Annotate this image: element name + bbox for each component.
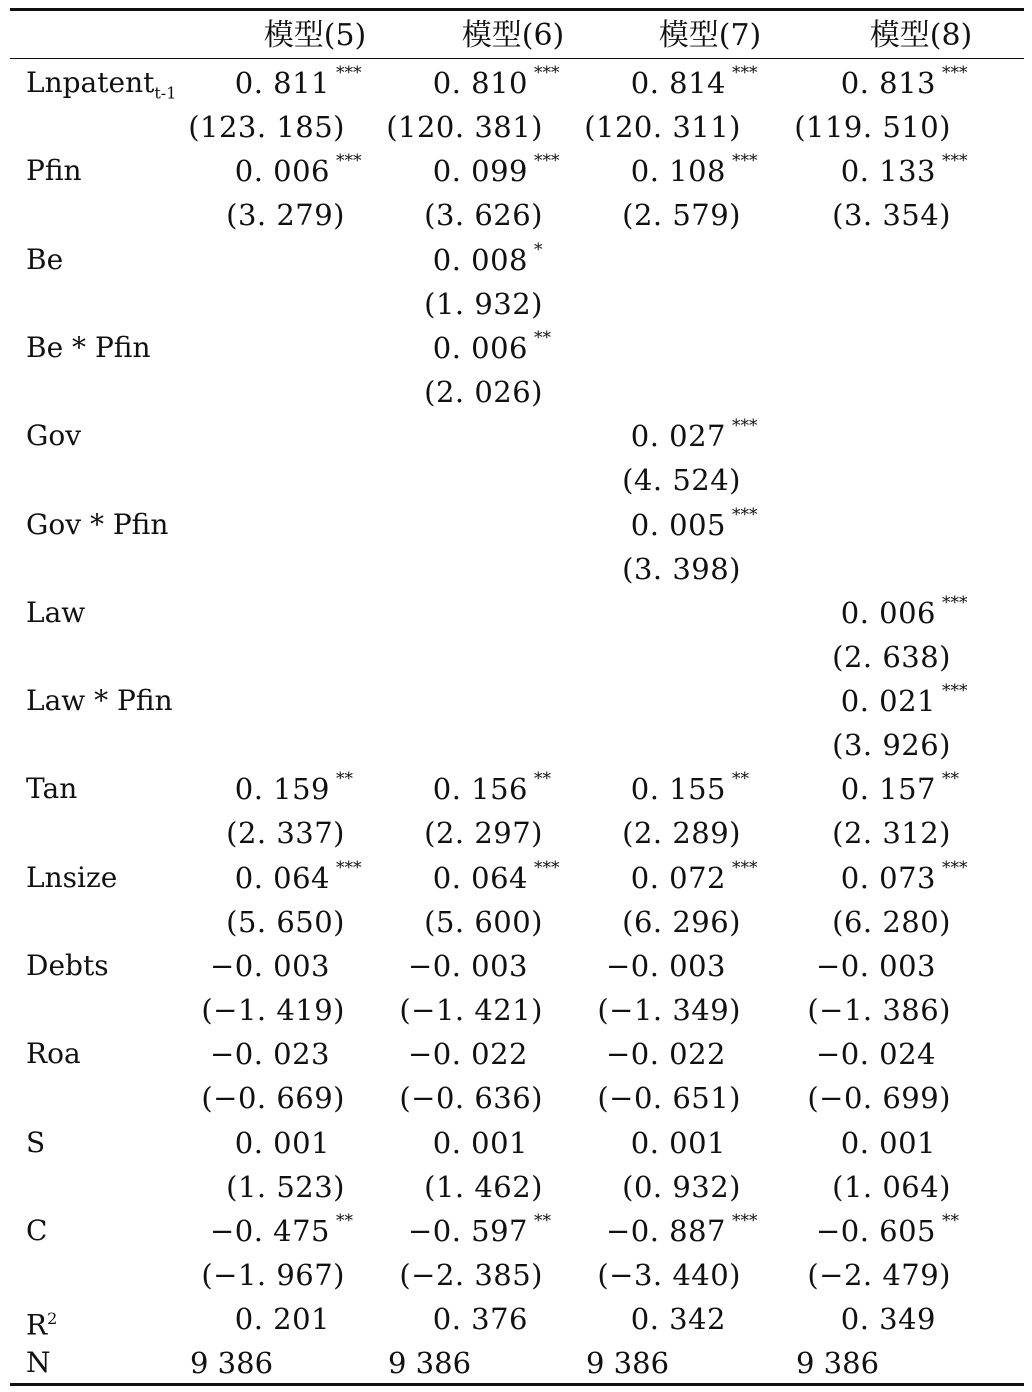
significance-stars: *** xyxy=(732,63,758,83)
cell-coefficient: 0. 157 xyxy=(840,772,936,807)
row-label xyxy=(26,767,77,811)
row-label xyxy=(26,1209,47,1253)
table-row xyxy=(10,1341,1024,1385)
cell-coefficient: 0. 006 xyxy=(840,595,936,630)
header-rule xyxy=(10,58,1024,59)
cell-t-statistic: (3. 398) xyxy=(622,551,741,586)
row-label-text: Pfin xyxy=(26,154,82,188)
cell-coefficient: −0. 605 xyxy=(815,1213,936,1248)
table-row xyxy=(10,414,1024,502)
row-label-text: Gov xyxy=(26,419,82,453)
cell-coefficient: −0. 003 xyxy=(209,949,330,983)
row-label-text: Lnpatent xyxy=(26,66,155,99)
cell-coefficient: 0. 133 xyxy=(840,154,936,189)
row-label-text: Lnsize xyxy=(26,860,118,894)
cell-t-statistic: (−2. 385) xyxy=(399,1257,543,1292)
cell-coefficient: 0. 001 xyxy=(432,1125,528,1160)
cell-coefficient: −0. 022 xyxy=(605,1037,726,1072)
row-label xyxy=(26,1121,45,1165)
row-label-text: Debts xyxy=(26,949,109,982)
row-label xyxy=(26,149,82,193)
significance-stars: * xyxy=(534,239,543,260)
significance-stars: *** xyxy=(732,857,758,878)
cell-coefficient: −0. 003 xyxy=(815,949,936,983)
row-label xyxy=(26,1032,81,1076)
row-label xyxy=(26,591,85,635)
cell-coefficient: 0. 811 xyxy=(234,66,330,100)
cell-coefficient: −0. 597 xyxy=(407,1213,528,1248)
row-label-text: Law xyxy=(26,595,86,629)
significance-stars: *** xyxy=(942,592,968,613)
cell-t-statistic: (120. 381) xyxy=(386,110,543,144)
row-label-text: N xyxy=(26,1346,51,1380)
cell-coefficient: 0. 072 xyxy=(630,860,726,895)
cell-t-statistic: (3. 354) xyxy=(832,198,951,233)
cell-coefficient: 0. 814 xyxy=(630,66,726,100)
row-label-text: Be xyxy=(26,242,64,276)
cell-coefficient: 0. 201 xyxy=(234,1302,330,1337)
cell-t-statistic: (4. 524) xyxy=(622,463,741,498)
cell-t-statistic: (6. 280) xyxy=(832,904,951,939)
significance-stars: ** xyxy=(336,1210,353,1231)
cell-t-statistic: (2. 289) xyxy=(622,816,741,851)
row-label-text: Be * Pfin xyxy=(26,330,151,364)
cell-coefficient: −0. 022 xyxy=(407,1037,528,1072)
cell-t-statistic: (−1. 349) xyxy=(597,993,741,1027)
cell-coefficient: 0. 064 xyxy=(432,860,528,895)
row-label-text: C xyxy=(26,1213,48,1247)
significance-stars: *** xyxy=(942,63,968,83)
cell-coefficient: −0. 024 xyxy=(815,1037,936,1072)
cell-t-statistic: (1. 064) xyxy=(832,1169,951,1204)
cell-coefficient: 0. 073 xyxy=(840,860,936,895)
cell-t-statistic: (0. 932) xyxy=(622,1169,741,1204)
table-row xyxy=(10,61,1024,149)
significance-stars: ** xyxy=(534,327,551,348)
regression-table xyxy=(10,8,1024,1386)
header-model-6: 模型(6) xyxy=(461,18,565,53)
table-row xyxy=(10,679,1024,767)
cell-value: 9 386 xyxy=(190,1346,274,1381)
cell-value: 9 386 xyxy=(388,1346,472,1381)
cell-coefficient: −0. 887 xyxy=(605,1213,726,1248)
significance-stars: *** xyxy=(732,504,758,525)
cell-t-statistic: (119. 510) xyxy=(794,110,951,144)
cell-coefficient: 0. 006 xyxy=(234,154,330,189)
cell-t-statistic: (2. 638) xyxy=(832,639,951,674)
significance-stars: ** xyxy=(534,769,551,790)
cell-t-statistic: (−3. 440) xyxy=(597,1257,741,1292)
significance-stars: ** xyxy=(732,769,749,790)
cell-coefficient: 0. 349 xyxy=(840,1302,936,1337)
cell-t-statistic: (120. 311) xyxy=(584,110,741,144)
cell-value: 9 386 xyxy=(586,1346,670,1381)
table-row xyxy=(10,1209,1024,1297)
cell-coefficient: 0. 001 xyxy=(840,1125,936,1160)
cell-coefficient: 0. 027 xyxy=(630,419,726,454)
row-label xyxy=(26,238,63,282)
table-row xyxy=(10,1297,1024,1341)
table-row xyxy=(10,591,1024,679)
row-label-text: S xyxy=(26,1125,46,1159)
cell-t-statistic: (1. 523) xyxy=(226,1169,345,1204)
row-label xyxy=(26,856,117,900)
cell-t-statistic: (−0. 669) xyxy=(201,1081,345,1116)
row-label-subscript: t-1 xyxy=(154,83,177,103)
cell-t-statistic: (2. 579) xyxy=(622,198,741,233)
cell-value: 9 386 xyxy=(796,1346,880,1381)
significance-stars: *** xyxy=(732,1210,758,1231)
significance-stars: *** xyxy=(732,416,758,437)
table-row xyxy=(10,1121,1024,1209)
row-label-text: Roa xyxy=(26,1037,81,1071)
cell-coefficient: −0. 475 xyxy=(209,1213,330,1248)
significance-stars: ** xyxy=(336,769,353,790)
table-row xyxy=(10,944,1024,1032)
cell-t-statistic: (−0. 699) xyxy=(807,1081,951,1116)
row-label-text: R xyxy=(26,1308,48,1342)
cell-coefficient: −0. 023 xyxy=(209,1037,330,1072)
table-row xyxy=(10,238,1024,326)
significance-stars: *** xyxy=(534,857,560,878)
significance-stars: ** xyxy=(534,1210,551,1231)
row-label xyxy=(26,1341,51,1385)
cell-t-statistic: (1. 932) xyxy=(424,286,543,321)
cell-coefficient: 0. 156 xyxy=(432,772,528,807)
row-label-text: Tan xyxy=(26,772,78,806)
header-model-5: 模型(5) xyxy=(263,18,367,53)
cell-t-statistic: (−1. 419) xyxy=(201,993,345,1027)
top-rule xyxy=(10,8,1024,11)
cell-t-statistic: (−1. 386) xyxy=(807,993,951,1027)
header-model-8: 模型(8) xyxy=(869,18,973,53)
row-label xyxy=(26,679,173,723)
cell-coefficient: 0. 376 xyxy=(432,1302,528,1337)
cell-coefficient: 0. 005 xyxy=(630,507,726,542)
row-label xyxy=(26,1297,57,1341)
cell-coefficient: 0. 099 xyxy=(432,154,528,189)
cell-coefficient: 0. 008 xyxy=(432,242,528,277)
cell-t-statistic: (5. 600) xyxy=(424,904,543,939)
cell-t-statistic: (−2. 479) xyxy=(807,1257,951,1292)
cell-t-statistic: (−0. 636) xyxy=(399,1081,543,1116)
row-label-superscript: 2 xyxy=(47,1309,58,1329)
cell-t-statistic: (2. 026) xyxy=(424,374,543,409)
table-row xyxy=(10,503,1024,591)
row-label xyxy=(26,944,109,988)
cell-coefficient: 0. 108 xyxy=(630,154,726,189)
cell-coefficient: 0. 813 xyxy=(840,66,936,100)
header-model-7: 模型(7) xyxy=(658,18,762,53)
significance-stars: *** xyxy=(534,151,560,172)
cell-coefficient: 0. 001 xyxy=(234,1125,330,1160)
cell-coefficient: −0. 003 xyxy=(605,949,726,983)
table-row xyxy=(10,1032,1024,1120)
significance-stars: *** xyxy=(942,857,968,878)
table-row xyxy=(10,149,1024,237)
significance-stars: *** xyxy=(336,857,362,878)
significance-stars: *** xyxy=(942,681,968,702)
cell-coefficient: 0. 155 xyxy=(630,772,726,807)
table-row xyxy=(10,767,1024,855)
significance-stars: *** xyxy=(336,151,362,172)
cell-coefficient: 0. 064 xyxy=(234,860,330,895)
cell-coefficient: 0. 001 xyxy=(630,1125,726,1160)
table-row xyxy=(10,326,1024,414)
significance-stars: *** xyxy=(732,151,758,172)
row-label-text: Gov * Pfin xyxy=(26,507,169,541)
cell-t-statistic: (3. 926) xyxy=(832,728,951,763)
cell-t-statistic: (2. 337) xyxy=(226,816,345,851)
cell-coefficient: 0. 021 xyxy=(840,684,936,719)
significance-stars: *** xyxy=(336,63,362,83)
row-label xyxy=(26,503,168,547)
cell-coefficient: 0. 006 xyxy=(432,330,528,365)
significance-stars: *** xyxy=(942,151,968,172)
cell-t-statistic: (2. 312) xyxy=(832,816,951,851)
significance-stars: ** xyxy=(942,1210,959,1231)
row-label-text: Law * Pfin xyxy=(26,684,173,718)
cell-t-statistic: (3. 626) xyxy=(424,198,543,233)
cell-t-statistic: (2. 297) xyxy=(424,816,543,851)
cell-t-statistic: (6. 296) xyxy=(622,904,741,939)
cell-coefficient: 0. 159 xyxy=(234,772,330,807)
cell-t-statistic: (−1. 421) xyxy=(399,993,543,1027)
cell-coefficient: 0. 342 xyxy=(630,1302,726,1337)
cell-t-statistic: (3. 279) xyxy=(226,198,345,233)
cell-coefficient: 0. 810 xyxy=(432,66,528,100)
row-label xyxy=(26,414,81,458)
table-row xyxy=(10,856,1024,944)
row-label xyxy=(26,326,151,370)
significance-stars: *** xyxy=(534,63,560,83)
cell-t-statistic: (123. 185) xyxy=(188,110,345,144)
cell-t-statistic: (1. 462) xyxy=(424,1169,543,1204)
cell-t-statistic: (−1. 967) xyxy=(201,1257,345,1292)
cell-coefficient: −0. 003 xyxy=(407,949,528,983)
cell-t-statistic: (−0. 651) xyxy=(597,1081,741,1116)
row-label xyxy=(26,61,176,105)
cell-t-statistic: (5. 650) xyxy=(226,904,345,939)
significance-stars: ** xyxy=(942,769,959,790)
